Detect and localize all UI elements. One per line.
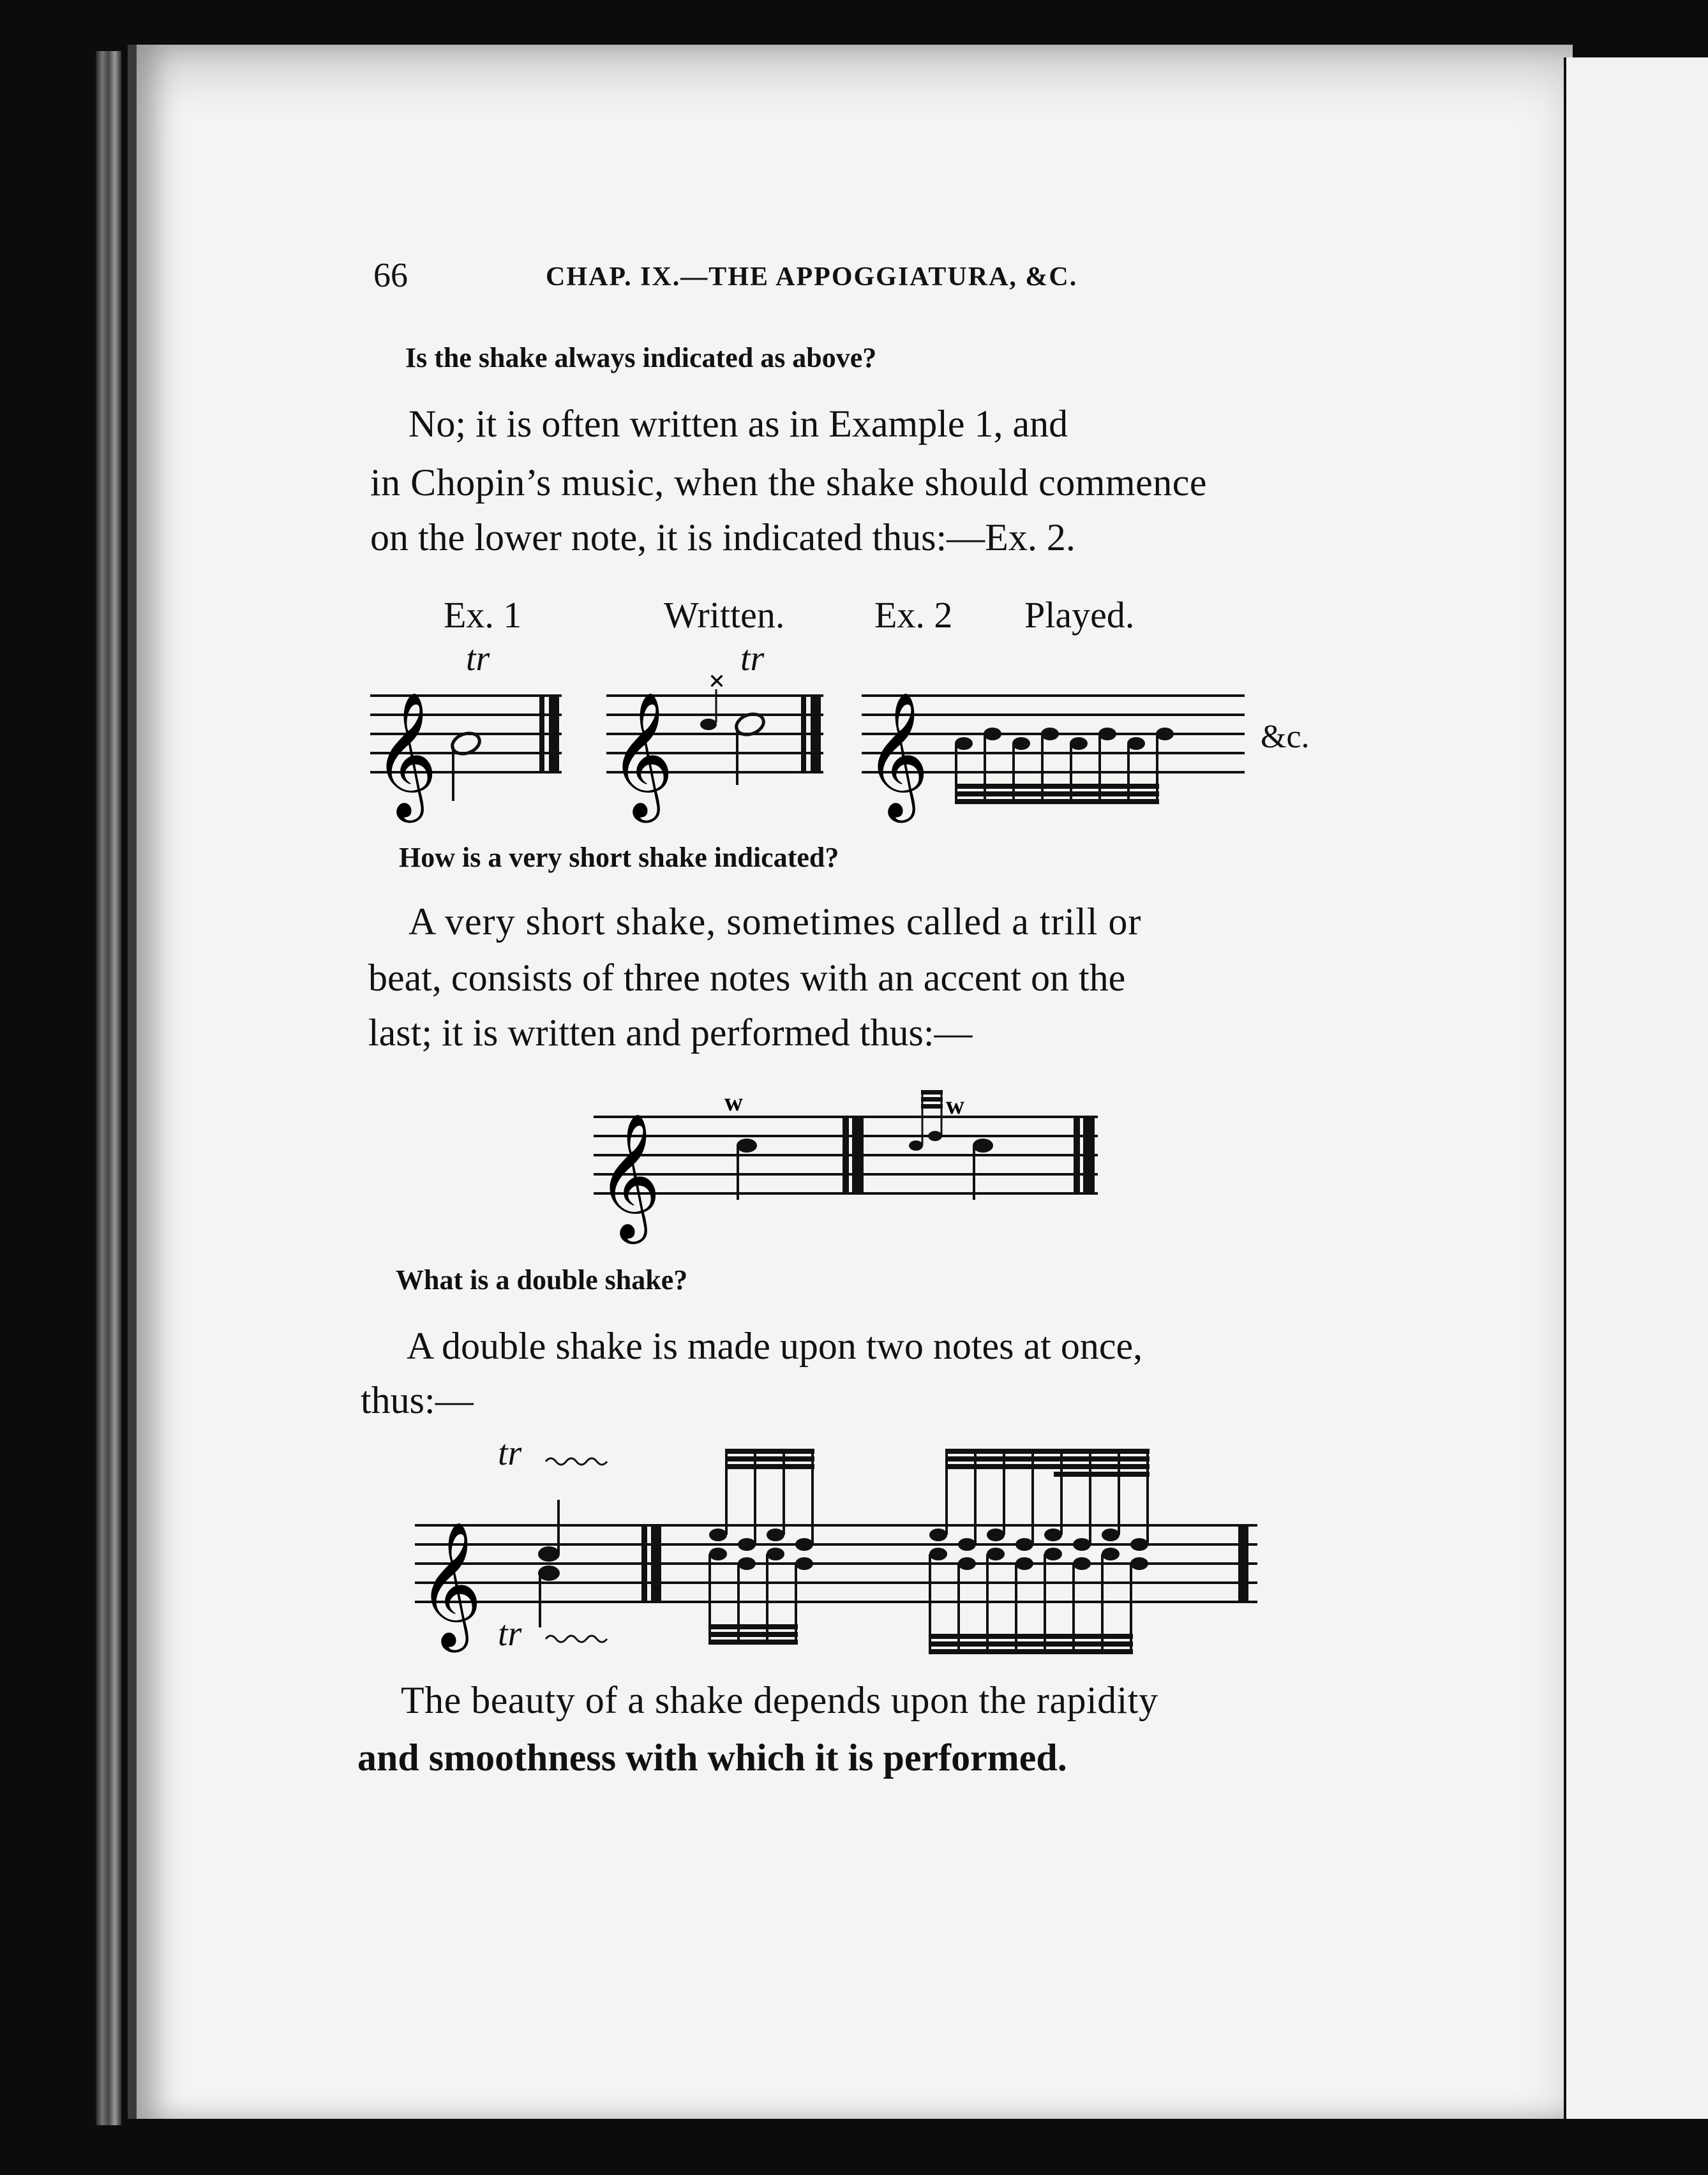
svg-text:𝄞: 𝄞 bbox=[865, 691, 929, 818]
trill-mark-ex1: tr bbox=[466, 639, 490, 678]
svg-text:𝄞: 𝄞 bbox=[373, 691, 438, 818]
running-header: CHAP. IX.—THE APPOGGIATURA, &C. bbox=[546, 262, 1078, 292]
short-shake-mark-written: w bbox=[724, 1088, 743, 1116]
played-label: Played. bbox=[1024, 594, 1135, 636]
paragraph-1-line-2: in Chopin’s music, when the shake should commence bbox=[370, 461, 1207, 504]
svg-text:𝄞: 𝄞 bbox=[610, 691, 674, 818]
music-staff-ex1 bbox=[370, 676, 562, 818]
paragraph-4-line-2: and smoothness with which it is performed. bbox=[357, 1737, 1067, 1779]
page-number: 66 bbox=[373, 256, 408, 294]
paragraph-2-line-1: A very short shake, sometimes called a trill or bbox=[408, 901, 1142, 943]
paragraph-2-line-2: beat, consists of three notes with an accent on the bbox=[368, 957, 1126, 999]
short-shake-mark-performed: w bbox=[946, 1091, 964, 1119]
question-1: Is the shake always indicated as above? bbox=[405, 342, 877, 373]
etc-mark: &c. bbox=[1261, 719, 1310, 755]
double-trill-bottom-mark: tr bbox=[498, 1614, 522, 1654]
book-edge bbox=[96, 51, 121, 2125]
music-staff-double-shake bbox=[415, 1436, 1264, 1666]
music-staff-ex2-played bbox=[862, 676, 1245, 817]
written-label: Written. bbox=[664, 594, 785, 636]
paragraph-1-line-1: No; it is often written as in Example 1, and bbox=[408, 403, 1068, 445]
paragraph-3-line-2: thus:— bbox=[361, 1379, 474, 1421]
double-trill-top-mark: tr bbox=[498, 1433, 522, 1473]
svg-text:𝄞: 𝄞 bbox=[597, 1112, 661, 1239]
question-2: How is a very short shake indicated? bbox=[399, 842, 839, 873]
ex1-label: Ex. 1 bbox=[444, 594, 522, 636]
music-staff-written bbox=[606, 664, 823, 818]
paragraph-1-line-3: on the lower note, it is indicated thus:—Ex. 2. bbox=[370, 516, 1075, 558]
music-staff-short-shake bbox=[594, 1085, 1104, 1244]
svg-text:𝄞: 𝄞 bbox=[418, 1521, 483, 1647]
question-3: What is a double shake? bbox=[396, 1264, 688, 1296]
trill-mark-written: tr bbox=[740, 639, 765, 678]
paragraph-4-line-1: The beauty of a shake depends upon the rapidity bbox=[401, 1679, 1158, 1721]
paragraph-3-line-1: A double shake is made upon two notes at once, bbox=[407, 1325, 1143, 1367]
ex2-label: Ex. 2 bbox=[874, 594, 953, 636]
facing-page bbox=[1564, 57, 1708, 2119]
paragraph-2-line-3: last; it is written and performed thus:— bbox=[368, 1012, 973, 1054]
svg-text:×: × bbox=[708, 664, 726, 697]
